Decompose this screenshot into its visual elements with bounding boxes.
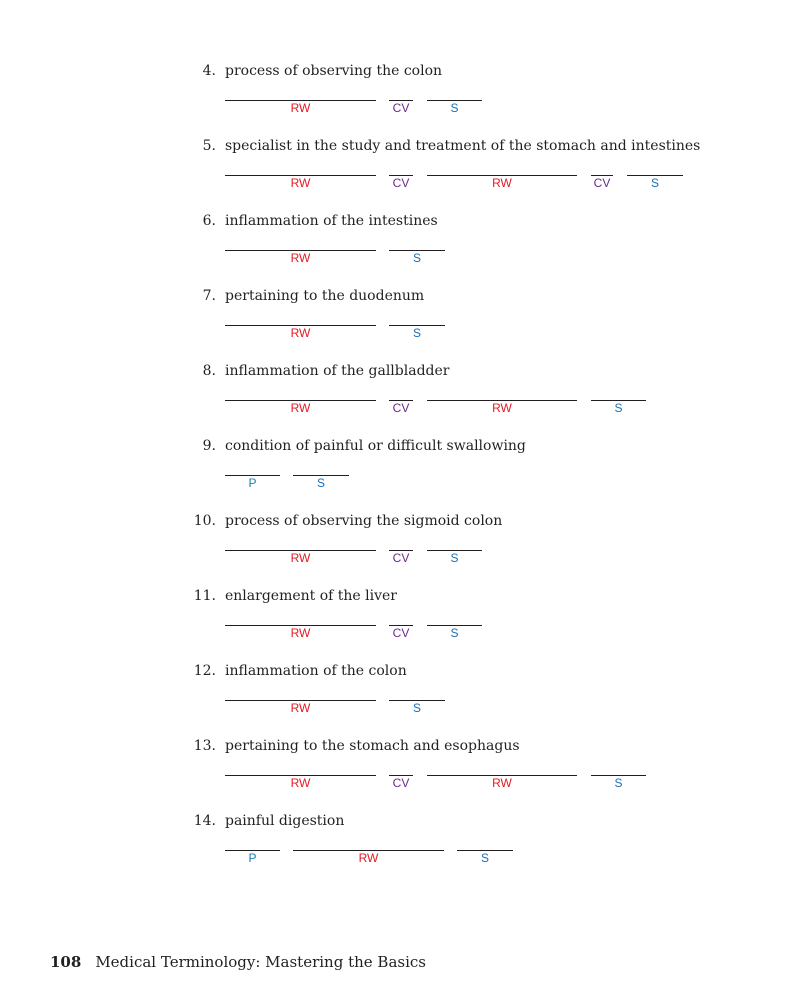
answer-blank-rw[interactable] — [225, 100, 376, 115]
blank-label-p: P — [248, 476, 257, 490]
question-number: 8. — [202, 363, 216, 379]
question-prompt: enlargement of the liver — [225, 588, 397, 604]
blank-label-rw: RW — [492, 401, 512, 415]
question-number: 7. — [202, 288, 216, 304]
answer-blank-rw[interactable] — [225, 775, 376, 790]
answer-blank-s[interactable] — [427, 100, 482, 115]
answer-blank-s[interactable] — [627, 175, 683, 190]
blank-label-rw: RW — [290, 326, 311, 340]
question-number: 13. — [193, 738, 216, 754]
answer-blank-cv[interactable] — [389, 175, 413, 190]
answer-blank-cv[interactable] — [389, 550, 413, 565]
blank-label-rw: RW — [290, 551, 311, 565]
answer-blank-p[interactable] — [225, 475, 280, 490]
blank-label-s: S — [450, 101, 459, 115]
blank-label-rw: RW — [290, 101, 311, 115]
answer-blank-rw[interactable] — [225, 625, 376, 640]
question-number: 4. — [202, 63, 216, 79]
question-number: 6. — [202, 213, 216, 229]
answer-blank-cv[interactable] — [389, 400, 413, 415]
question-prompt: pertaining to the stomach and esophagus — [225, 738, 520, 754]
blank-label-s: S — [450, 626, 459, 640]
answer-blank-rw[interactable] — [427, 175, 577, 190]
question-number: 14. — [193, 813, 216, 829]
answer-blank-rw[interactable] — [225, 325, 376, 340]
blank-label-cv: CV — [392, 176, 410, 190]
answer-blank-cv[interactable] — [389, 775, 413, 790]
blank-label-s: S — [650, 176, 659, 190]
answer-blank-cv[interactable] — [389, 625, 413, 640]
answer-blank-rw[interactable] — [293, 850, 444, 865]
blank-label-rw: RW — [290, 776, 311, 790]
page-footer — [50, 952, 426, 972]
answer-blank-s[interactable] — [427, 625, 482, 640]
question-number: 11. — [193, 588, 216, 604]
answer-blank-s[interactable] — [591, 775, 646, 790]
blank-label-cv: CV — [392, 626, 410, 640]
question-prompt: specialist in the study and treatment of the stomach and intestines — [225, 138, 701, 154]
book-title: Medical Terminology: Mastering the Basics — [95, 953, 426, 971]
blank-label-s: S — [412, 326, 421, 340]
question-prompt: condition of painful or difficult swallowing — [225, 438, 526, 454]
blank-label-s: S — [614, 401, 623, 415]
answer-blank-s[interactable] — [389, 325, 445, 340]
answer-blank-cv[interactable] — [591, 175, 613, 190]
blank-label-s: S — [480, 851, 489, 865]
answer-blank-rw[interactable] — [427, 775, 577, 790]
blank-label-s: S — [412, 701, 421, 715]
question-prompt: inflammation of the intestines — [225, 213, 438, 229]
blank-label-rw: RW — [358, 851, 379, 865]
blank-label-rw: RW — [290, 401, 311, 415]
answer-blank-rw[interactable] — [225, 550, 376, 565]
blank-label-s: S — [450, 551, 459, 565]
question-prompt: process of observing the sigmoid colon — [225, 513, 503, 529]
blank-label-rw: RW — [492, 776, 512, 790]
blank-label-s: S — [316, 476, 325, 490]
answer-blank-s[interactable] — [293, 475, 349, 490]
blank-label-rw: RW — [290, 701, 311, 715]
question-prompt: painful digestion — [225, 813, 345, 829]
question-prompt: inflammation of the colon — [225, 663, 407, 679]
answer-blank-rw[interactable] — [427, 400, 577, 415]
blank-label-s: S — [412, 251, 421, 265]
blank-label-cv: CV — [392, 101, 410, 115]
answer-blank-rw[interactable] — [225, 175, 376, 190]
blank-label-cv: CV — [593, 176, 611, 190]
answer-blank-s[interactable] — [427, 550, 482, 565]
blank-label-p: P — [248, 851, 257, 865]
answer-blank-s[interactable] — [389, 700, 445, 715]
page-number: 108 — [50, 953, 82, 971]
blank-label-cv: CV — [392, 776, 410, 790]
question-number: 5. — [202, 138, 216, 154]
answer-blank-rw[interactable] — [225, 400, 376, 415]
question-prompt: process of observing the colon — [225, 63, 443, 79]
question-number: 12. — [193, 663, 216, 679]
blank-label-s: S — [614, 776, 623, 790]
blank-label-rw: RW — [290, 251, 311, 265]
question-number: 9. — [202, 438, 216, 454]
answer-blank-cv[interactable] — [389, 100, 413, 115]
blank-label-rw: RW — [290, 176, 311, 190]
blank-label-cv: CV — [392, 551, 410, 565]
blank-label-rw: RW — [290, 626, 311, 640]
answer-blank-s[interactable] — [389, 250, 445, 265]
answer-blank-rw[interactable] — [225, 250, 376, 265]
answer-blank-p[interactable] — [225, 850, 280, 865]
answer-blank-s[interactable] — [591, 400, 646, 415]
answer-blank-s[interactable] — [457, 850, 513, 865]
blank-label-cv: CV — [392, 401, 410, 415]
question-number: 10. — [193, 513, 216, 529]
blank-label-rw: RW — [492, 176, 512, 190]
answer-blank-rw[interactable] — [225, 700, 376, 715]
question-prompt: pertaining to the duodenum — [225, 288, 425, 304]
question-prompt: inflammation of the gallbladder — [225, 363, 450, 379]
